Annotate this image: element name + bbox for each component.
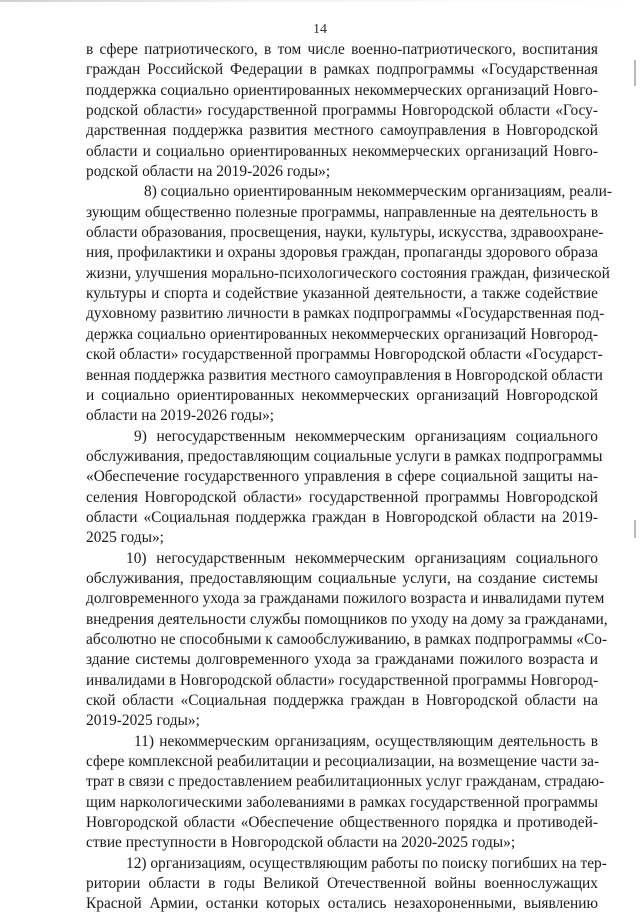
text-line: дарственная поддержка развития местного самоуправления в Новгородской	[86, 122, 598, 140]
text-line: и социально ориентированных некоммерческих организаций Новгородской	[86, 386, 598, 404]
text-line: 11) некоммерческим организациям, осуществляющим деятельность в	[134, 732, 598, 750]
paragraph	[86, 854, 607, 915]
paragraph	[86, 182, 612, 426]
text-line: 2025 годы»;	[86, 529, 164, 547]
text-line: области «Социальная поддержка граждан в Новгородской области на 2019-	[86, 508, 598, 526]
text-line: обслуживания, предоставляющим социальные услуги, на создание системы	[86, 569, 598, 587]
paragraph	[86, 427, 603, 549]
text-line: внедрения деятельности службы помощников по уходу на дому за гражданами,	[86, 610, 608, 628]
page-number: 14	[313, 22, 327, 37]
text-line: щим наркологическими заболеваниями в рамках государственной программы	[86, 793, 598, 811]
text-line: инвалидами в Новгородской области» государственной программы Новгород-	[86, 671, 599, 689]
text-line: духовному развитию личности в рамках подпрограммы «Государственная под-	[86, 305, 605, 323]
text-line: Красной Армии, останки которых остались незахороненными, выявлению	[86, 895, 598, 913]
text-line: жизни, улучшения морально-психологического состояния граждан, физической	[86, 264, 610, 282]
text-line: 8) социально ориентированным некоммерческим организациям, реали-	[144, 183, 612, 201]
paragraph	[86, 732, 605, 854]
text-line: Новгородской области «Обеспечение общественного порядка и противодей-	[86, 814, 598, 832]
text-line: держка социально ориентированных некоммерческих организаций Новгород-	[86, 325, 598, 343]
text-line: ния, профилактики и охраны здоровья граждан, пропаганды здорового образа	[86, 244, 598, 262]
scan-margin-mark	[634, 520, 636, 538]
text-line: родской области» государственной программы Новгородской области «Госу-	[86, 102, 598, 120]
text-line: 9) негосударственным некоммерческим организациям социального	[134, 427, 598, 445]
text-line: области на 2019-2026 годы»;	[86, 407, 275, 425]
text-line: ской области» государственной программы Новгородской области «Государст-	[86, 346, 603, 364]
text-line: здание системы долговременного ухода за гражданами пожилого возраста и	[86, 651, 598, 669]
text-line: долговременного ухода за гражданами пожилого возраста и инвалидами путем	[86, 590, 605, 608]
paragraph	[86, 549, 608, 732]
text-line: 2019-2025 годы»;	[86, 712, 200, 730]
text-line: культуры и спорта и содействие указанной деятельности, а также содействие	[86, 285, 598, 303]
text-line: трат в связи с предоставлением реабилитационных услуг гражданам, страдаю-	[86, 773, 605, 791]
text-line: в сфере патриотического, в том числе военно-патриотического, воспитания	[86, 41, 598, 58]
text-line: поддержка социально ориентированных некоммерческих организаций Новго-	[86, 81, 598, 99]
text-line: граждан Российской Федерации в рамках подпрограммы «Государственная	[86, 61, 598, 79]
text-line: области образования, просвещения, науки, культуры, искусства, здравоохране-	[86, 224, 604, 242]
text-line: 10) негосударственным некоммерческим организациям социального	[126, 549, 598, 567]
text-line: зующим общественно полезные программы, направленные на деятельность в	[86, 203, 598, 221]
text-line: области и социально ориентированных некоммерческих организаций Новго-	[86, 142, 598, 160]
text-line: ритории области в годы Великой Отечественной войны военнослужащих	[86, 875, 598, 893]
text-line: 12) организациям, осуществляющим работы по поиску погибших на тер-	[126, 854, 607, 872]
text-line: родской области на 2019-2026 годы»;	[86, 163, 331, 181]
text-line: «Обеспечение государственного управления в сфере социальной защиты на-	[86, 468, 598, 486]
scan-edge-artifact	[0, 0, 640, 2]
document-body	[86, 40, 612, 915]
text-line: обслуживания, предоставляющим социальные услуги в рамках подпрограммы	[86, 447, 603, 465]
text-line: селения Новгородской области» государственной программы Новгородской	[86, 488, 598, 506]
scan-margin-mark	[634, 60, 636, 86]
text-line: ской области «Социальная поддержка граждан в Новгородской области на	[86, 692, 598, 709]
paragraph	[86, 40, 598, 182]
text-line: абсолютно не способными к самообслуживанию, в рамках подпрограммы «Со-	[86, 630, 608, 648]
text-line: сфере комплексной реабилитации и ресоциализации, на возмещение части за-	[86, 753, 600, 771]
text-line: ствие преступности в Новгородской области на 2020-2025 годы»;	[86, 834, 516, 852]
text-line: венная поддержка развития местного самоуправления в Новгородской области	[86, 366, 603, 384]
